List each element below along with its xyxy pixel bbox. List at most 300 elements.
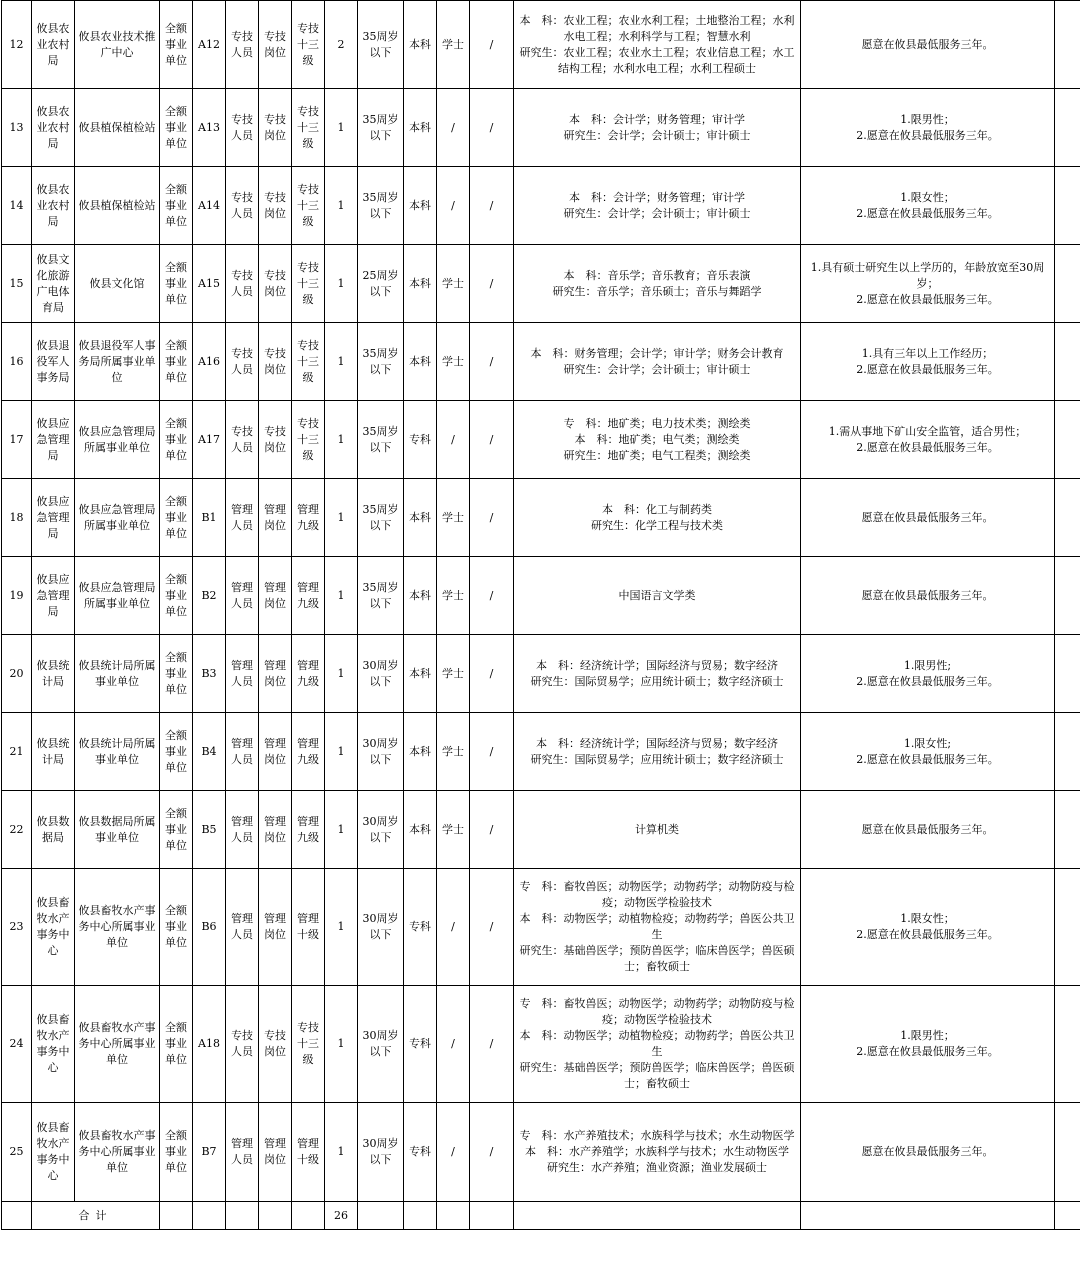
age-limit-cell: 30周岁以下: [358, 713, 404, 791]
blank-cell: [1055, 401, 1080, 479]
major-cell-line: 本 科：化工与制药类: [602, 502, 712, 516]
headcount-cell: 1: [325, 89, 358, 167]
degree-cell: 学士: [437, 245, 470, 323]
education-cell: 本科: [404, 713, 437, 791]
age-limit-cell: 30周岁以下: [358, 986, 404, 1103]
total-row: [2, 1202, 1080, 1230]
other-requirement-cell: /: [470, 635, 514, 713]
funding-type-cell: 全额事业单位: [160, 401, 193, 479]
degree-cell: 学士: [437, 791, 470, 869]
other-requirement-cell: /: [470, 1103, 514, 1202]
funding-type-cell: 全额事业单位: [160, 635, 193, 713]
post-level-cell: 管理十级: [292, 869, 325, 986]
major-cell-line: 本 科：水产养殖学；水族科学与技术；水生动物医学: [525, 1145, 789, 1158]
row-number-cell: 22: [2, 791, 32, 869]
row-number-cell: 16: [2, 323, 32, 401]
major-cell-line: 本 科：音乐学；音乐教育；音乐表演: [563, 268, 751, 282]
education-cell: 本科: [404, 557, 437, 635]
post-type-cell: 专技岗位: [259, 167, 292, 245]
post-code-cell: A17: [193, 401, 226, 479]
major-cell-line: 研究生：音乐学；音乐硕士；音乐与舞蹈学: [552, 284, 762, 298]
staff-category-cell: 专技人员: [226, 89, 259, 167]
age-limit-cell: 30周岁以下: [358, 1103, 404, 1202]
blank-cell: [1055, 713, 1080, 791]
education-cell: 专科: [404, 869, 437, 986]
remark-cell-line: 愿意在攸县最低服务三年。: [861, 37, 994, 51]
major-cell-line: 研究生：农业工程；农业水土工程；农业信息工程；水工结构工程；水利水电工程；水利工程硕士: [519, 45, 795, 75]
unit-cell: 攸县畜牧水产事务中心所属事业单位: [75, 1103, 160, 1202]
degree-cell: /: [437, 167, 470, 245]
post-type-cell: 专技岗位: [259, 323, 292, 401]
age-limit-cell: 35周岁以下: [358, 1, 404, 89]
remark-cell-line: 2.愿意在攸县最低服务三年。: [856, 674, 999, 688]
major-cell: [514, 1103, 801, 1202]
other-requirement-cell: /: [470, 245, 514, 323]
major-cell-line: 本 科：经济统计学；国际经济与贸易；数字经济: [536, 658, 778, 672]
remark-cell-line: 1.具有硕士研究生以上学历的，年龄放宽至30周岁；: [810, 260, 1045, 290]
staff-category-cell: 管理人员: [226, 1103, 259, 1202]
major-cell-line: 专 科：畜牧兽医；动物医学；动物药学；动物防疫与检疫；动物医学检验技术: [519, 880, 795, 909]
post-type-cell: 管理岗位: [259, 791, 292, 869]
remark-cell-line: 1.限女性；: [900, 190, 955, 204]
headcount-cell: 1: [325, 791, 358, 869]
department-cell: 攸县退役军人事务局: [32, 323, 75, 401]
degree-cell: 学士: [437, 557, 470, 635]
blank-cell: [1055, 791, 1080, 869]
degree-cell: 学士: [437, 713, 470, 791]
unit-cell: 攸县统计局所属事业单位: [75, 713, 160, 791]
unit-cell: 攸县退役军人事务局所属事业单位: [75, 323, 160, 401]
row-number-cell: 15: [2, 245, 32, 323]
other-requirement-cell: /: [470, 557, 514, 635]
major-cell: [514, 479, 801, 557]
funding-type-cell: 全额事业单位: [160, 986, 193, 1103]
funding-type-cell: 全额事业单位: [160, 323, 193, 401]
major-cell: [514, 986, 801, 1103]
age-limit-cell: 35周岁以下: [358, 89, 404, 167]
headcount-cell: 2: [325, 1, 358, 89]
major-cell-line: 研究生：国际贸易学；应用统计硕士；数字经济硕士: [530, 752, 784, 766]
funding-type-cell: 全额事业单位: [160, 713, 193, 791]
department-cell: 攸县应急管理局: [32, 557, 75, 635]
post-code-cell: A14: [193, 167, 226, 245]
department-cell: 攸县数据局: [32, 791, 75, 869]
post-code-cell: A13: [193, 89, 226, 167]
post-code-cell: B4: [193, 713, 226, 791]
blank-cell: [1055, 557, 1080, 635]
education-cell: 专科: [404, 1103, 437, 1202]
remark-cell: [801, 869, 1055, 986]
remark-cell-line: 2.愿意在攸县最低服务三年。: [856, 362, 999, 376]
row-number-cell: 24: [2, 986, 32, 1103]
row-number-cell: 20: [2, 635, 32, 713]
remark-cell-line: 2.愿意在攸县最低服务三年。: [856, 128, 999, 142]
post-type-cell: 管理岗位: [259, 635, 292, 713]
table-row: [2, 791, 1080, 869]
blank-cell: [470, 1202, 514, 1230]
major-cell-line: 研究生：基础兽医学；预防兽医学；临床兽医学；兽医硕士；畜牧硕士: [519, 1061, 795, 1090]
remark-cell-line: 2.愿意在攸县最低服务三年。: [856, 292, 999, 306]
remark-cell: [801, 1103, 1055, 1202]
unit-cell: 攸县畜牧水产事务中心所属事业单位: [75, 986, 160, 1103]
major-cell-line: 本 科：动物医学；动植物检疫；动物药学；兽医公共卫生: [519, 1029, 795, 1058]
blank-cell: [160, 1202, 193, 1230]
remark-cell-line: 1.限男性；: [900, 1029, 955, 1042]
age-limit-cell: 35周岁以下: [358, 323, 404, 401]
unit-cell: 攸县应急管理局所属事业单位: [75, 557, 160, 635]
other-requirement-cell: /: [470, 323, 514, 401]
post-code-cell: B3: [193, 635, 226, 713]
table-row: [2, 713, 1080, 791]
headcount-cell: 1: [325, 986, 358, 1103]
major-cell-line: 本 科：经济统计学；国际经济与贸易；数字经济: [536, 736, 778, 750]
blank-cell: [226, 1202, 259, 1230]
post-level-cell: 专技十三级: [292, 401, 325, 479]
major-cell-line: 本 科：会计学；财务管理；审计学: [569, 190, 745, 204]
major-cell: [514, 401, 801, 479]
education-cell: 本科: [404, 245, 437, 323]
education-cell: 本科: [404, 479, 437, 557]
post-level-cell: 专技十三级: [292, 986, 325, 1103]
funding-type-cell: 全额事业单位: [160, 245, 193, 323]
remark-cell-line: 2.愿意在攸县最低服务三年。: [856, 206, 999, 220]
major-cell: [514, 89, 801, 167]
staff-category-cell: 管理人员: [226, 557, 259, 635]
recruitment-table: [1, 0, 1080, 1230]
row-number-cell: 13: [2, 89, 32, 167]
remark-cell: [801, 713, 1055, 791]
major-cell: [514, 635, 801, 713]
unit-cell: 攸县应急管理局所属事业单位: [75, 479, 160, 557]
row-number-cell: 23: [2, 869, 32, 986]
row-number-cell: 25: [2, 1103, 32, 1202]
major-cell-line: 本 科：会计学；财务管理；审计学: [569, 112, 745, 126]
major-cell-line: 本 科：地矿类；电气类；测绘类: [574, 432, 740, 446]
remark-cell-line: 2.愿意在攸县最低服务三年。: [856, 928, 999, 941]
other-requirement-cell: /: [470, 1, 514, 89]
post-level-cell: 管理九级: [292, 635, 325, 713]
blank-cell: [1055, 1202, 1080, 1230]
blank-cell: [437, 1202, 470, 1230]
post-code-cell: B7: [193, 1103, 226, 1202]
headcount-cell: 1: [325, 869, 358, 986]
age-limit-cell: 30周岁以下: [358, 791, 404, 869]
row-number-cell: 21: [2, 713, 32, 791]
headcount-cell: 1: [325, 1103, 358, 1202]
blank-cell: [1055, 479, 1080, 557]
education-cell: 本科: [404, 89, 437, 167]
remark-cell-line: 愿意在攸县最低服务三年。: [861, 1145, 994, 1158]
table-row: [2, 89, 1080, 167]
staff-category-cell: 专技人员: [226, 167, 259, 245]
funding-type-cell: 全额事业单位: [160, 89, 193, 167]
degree-cell: /: [437, 1103, 470, 1202]
staff-category-cell: 管理人员: [226, 869, 259, 986]
post-level-cell: 管理九级: [292, 713, 325, 791]
remark-cell-line: 2.愿意在攸县最低服务三年。: [856, 752, 999, 766]
row-number-cell: 12: [2, 1, 32, 89]
major-cell-line: 研究生：基础兽医学；预防兽医学；临床兽医学；兽医硕士；畜牧硕士: [519, 944, 795, 973]
major-cell: [514, 1, 801, 89]
education-cell: 专科: [404, 401, 437, 479]
remark-cell: [801, 167, 1055, 245]
post-code-cell: B6: [193, 869, 226, 986]
table-row: [2, 479, 1080, 557]
blank-cell: [1055, 1103, 1080, 1202]
post-type-cell: 专技岗位: [259, 401, 292, 479]
row-number-cell: 19: [2, 557, 32, 635]
post-type-cell: 管理岗位: [259, 713, 292, 791]
table-row: [2, 986, 1080, 1103]
post-type-cell: 管理岗位: [259, 869, 292, 986]
funding-type-cell: 全额事业单位: [160, 167, 193, 245]
age-limit-cell: 30周岁以下: [358, 869, 404, 986]
unit-cell: 攸县畜牧水产事务中心所属事业单位: [75, 869, 160, 986]
degree-cell: 学士: [437, 635, 470, 713]
department-cell: 攸县统计局: [32, 713, 75, 791]
table-row: [2, 1, 1080, 89]
remark-cell-line: 1.具有三年以上工作经历；: [861, 346, 994, 360]
remark-cell-line: 愿意在攸县最低服务三年。: [861, 822, 994, 836]
department-cell: 攸县畜牧水产事务中心: [32, 1103, 75, 1202]
blank-cell: [514, 1202, 801, 1230]
staff-category-cell: 专技人员: [226, 986, 259, 1103]
major-cell-line: 专 科：畜牧兽医；动物医学；动物药学；动物防疫与检疫；动物医学检验技术: [519, 997, 795, 1026]
blank-cell: [193, 1202, 226, 1230]
blank-cell: [1055, 986, 1080, 1103]
remark-cell-line: 1.限男性;: [903, 658, 952, 672]
post-level-cell: 管理十级: [292, 1103, 325, 1202]
major-cell: [514, 245, 801, 323]
remark-cell: [801, 89, 1055, 167]
degree-cell: 学士: [437, 479, 470, 557]
major-cell: [514, 869, 801, 986]
blank-cell: [358, 1202, 404, 1230]
table-body: [2, 1, 1080, 1230]
headcount-cell: 1: [325, 401, 358, 479]
post-level-cell: 专技十三级: [292, 89, 325, 167]
funding-type-cell: 全额事业单位: [160, 479, 193, 557]
unit-cell: 攸县应急管理局所属事业单位: [75, 401, 160, 479]
table-row: [2, 1103, 1080, 1202]
education-cell: 本科: [404, 323, 437, 401]
headcount-cell: 1: [325, 635, 358, 713]
table-row: [2, 167, 1080, 245]
blank-cell: [292, 1202, 325, 1230]
major-cell-line: 本 科：财务管理；会计学；审计学；财务会计教育: [530, 346, 784, 360]
remark-cell: [801, 1, 1055, 89]
post-level-cell: 管理九级: [292, 557, 325, 635]
department-cell: 攸县统计局: [32, 635, 75, 713]
remark-cell-line: 1.限女性;: [903, 736, 952, 750]
degree-cell: 学士: [437, 323, 470, 401]
row-number-cell: 14: [2, 167, 32, 245]
funding-type-cell: 全额事业单位: [160, 1103, 193, 1202]
major-cell-line: 研究生：水产养殖；渔业资源；渔业发展硕士: [547, 1161, 767, 1174]
education-cell: 专科: [404, 986, 437, 1103]
remark-cell: [801, 479, 1055, 557]
major-cell-line: 专 科：水产养殖技术；水族科学与技术；水生动物医学: [519, 1129, 795, 1142]
staff-category-cell: 专技人员: [226, 245, 259, 323]
unit-cell: 攸县数据局所属事业单位: [75, 791, 160, 869]
blank-cell: [1055, 323, 1080, 401]
major-cell: [514, 167, 801, 245]
post-code-cell: B5: [193, 791, 226, 869]
other-requirement-cell: /: [470, 479, 514, 557]
degree-cell: /: [437, 869, 470, 986]
department-cell: 攸县畜牧水产事务中心: [32, 986, 75, 1103]
major-cell-line: 计算机类: [635, 822, 679, 836]
remark-cell: [801, 791, 1055, 869]
remark-cell: [801, 986, 1055, 1103]
blank-cell: [1055, 245, 1080, 323]
table-row: [2, 401, 1080, 479]
department-cell: 攸县畜牧水产事务中心: [32, 869, 75, 986]
major-cell: [514, 557, 801, 635]
department-cell: 攸县农业农村局: [32, 1, 75, 89]
remark-cell: [801, 401, 1055, 479]
post-level-cell: 管理九级: [292, 479, 325, 557]
post-type-cell: 专技岗位: [259, 89, 292, 167]
remark-cell: [801, 323, 1055, 401]
other-requirement-cell: /: [470, 167, 514, 245]
remark-cell: [801, 635, 1055, 713]
total-headcount: 26: [325, 1202, 358, 1230]
major-cell-line: 研究生：会计学；会计硕士；审计硕士: [563, 206, 751, 220]
headcount-cell: 1: [325, 713, 358, 791]
age-limit-cell: 35周岁以下: [358, 479, 404, 557]
row-number-cell: 18: [2, 479, 32, 557]
blank-cell: [1055, 635, 1080, 713]
department-cell: 攸县农业农村局: [32, 89, 75, 167]
degree-cell: 学士: [437, 1, 470, 89]
major-cell: [514, 323, 801, 401]
major-cell: [514, 713, 801, 791]
staff-category-cell: 管理人员: [226, 791, 259, 869]
degree-cell: /: [437, 401, 470, 479]
table-row: [2, 869, 1080, 986]
unit-cell: 攸县文化馆: [75, 245, 160, 323]
unit-cell: 攸县统计局所属事业单位: [75, 635, 160, 713]
post-code-cell: A12: [193, 1, 226, 89]
other-requirement-cell: /: [470, 791, 514, 869]
other-requirement-cell: /: [470, 401, 514, 479]
unit-cell: 攸县植保植检站: [75, 89, 160, 167]
education-cell: 本科: [404, 1, 437, 89]
headcount-cell: 1: [325, 167, 358, 245]
post-type-cell: 专技岗位: [259, 986, 292, 1103]
post-code-cell: A15: [193, 245, 226, 323]
major-cell-line: 专 科：地矿类；电力技术类；测绘类: [563, 416, 751, 430]
age-limit-cell: 35周岁以下: [358, 167, 404, 245]
education-cell: 本科: [404, 167, 437, 245]
remark-cell-line: 愿意在攸县最低服务三年。: [861, 588, 994, 602]
other-requirement-cell: /: [470, 713, 514, 791]
department-cell: 攸县农业农村局: [32, 167, 75, 245]
post-level-cell: 专技十三级: [292, 167, 325, 245]
staff-category-cell: 管理人员: [226, 635, 259, 713]
blank-cell: [1055, 167, 1080, 245]
staff-category-cell: 专技人员: [226, 323, 259, 401]
table-row: [2, 245, 1080, 323]
other-requirement-cell: /: [470, 89, 514, 167]
headcount-cell: 1: [325, 245, 358, 323]
blank-cell: [801, 1202, 1055, 1230]
other-requirement-cell: /: [470, 986, 514, 1103]
department-cell: 攸县应急管理局: [32, 479, 75, 557]
age-limit-cell: 35周岁以下: [358, 557, 404, 635]
major-cell-line: 研究生：国际贸易学；应用统计硕士；数字经济硕士: [530, 674, 784, 688]
table-row: [2, 635, 1080, 713]
headcount-cell: 1: [325, 323, 358, 401]
post-level-cell: 专技十三级: [292, 323, 325, 401]
staff-category-cell: 管理人员: [226, 713, 259, 791]
post-type-cell: 管理岗位: [259, 479, 292, 557]
remark-cell: [801, 245, 1055, 323]
funding-type-cell: 全额事业单位: [160, 1, 193, 89]
post-type-cell: 专技岗位: [259, 245, 292, 323]
post-level-cell: 专技十三级: [292, 245, 325, 323]
blank-cell: [404, 1202, 437, 1230]
post-type-cell: 管理岗位: [259, 557, 292, 635]
major-cell-line: 研究生：地矿类；电气工程类；测绘类: [563, 448, 751, 462]
funding-type-cell: 全额事业单位: [160, 869, 193, 986]
department-cell: 攸县应急管理局: [32, 401, 75, 479]
major-cell-line: 研究生：会计学；会计硕士；审计硕士: [563, 128, 751, 142]
table-row: [2, 557, 1080, 635]
major-cell-line: 本 科：动物医学；动植物检疫；动物药学；兽医公共卫生: [519, 912, 795, 941]
major-cell-line: 研究生：化学工程与技术类: [591, 518, 723, 532]
total-label: 合计: [32, 1202, 160, 1230]
unit-cell: 攸县植保植检站: [75, 167, 160, 245]
blank-cell: [2, 1202, 32, 1230]
staff-category-cell: 专技人员: [226, 401, 259, 479]
funding-type-cell: 全额事业单位: [160, 791, 193, 869]
post-type-cell: 管理岗位: [259, 1103, 292, 1202]
post-level-cell: 专技十三级: [292, 1, 325, 89]
post-code-cell: A18: [193, 986, 226, 1103]
major-cell-line: 中国语言文学类: [618, 588, 696, 602]
remark-cell-line: 1.限男性；: [900, 112, 955, 126]
blank-cell: [1055, 89, 1080, 167]
blank-cell: [259, 1202, 292, 1230]
age-limit-cell: 25周岁以下: [358, 245, 404, 323]
blank-cell: [1055, 1, 1080, 89]
headcount-cell: 1: [325, 479, 358, 557]
remark-cell-line: 2.愿意在攸县最低服务三年。: [856, 440, 999, 454]
remark-cell-line: 1.需从事地下矿山安全监管，适合男性；: [828, 424, 1027, 438]
blank-cell: [1055, 869, 1080, 986]
post-level-cell: 管理九级: [292, 791, 325, 869]
age-limit-cell: 30周岁以下: [358, 635, 404, 713]
remark-cell-line: 1.限女性；: [900, 912, 955, 925]
post-code-cell: B2: [193, 557, 226, 635]
major-cell: [514, 791, 801, 869]
funding-type-cell: 全额事业单位: [160, 557, 193, 635]
education-cell: 本科: [404, 635, 437, 713]
other-requirement-cell: /: [470, 869, 514, 986]
department-cell: 攸县文化旅游广电体育局: [32, 245, 75, 323]
staff-category-cell: 专技人员: [226, 1, 259, 89]
age-limit-cell: 35周岁以下: [358, 401, 404, 479]
headcount-cell: 1: [325, 557, 358, 635]
remark-cell: [801, 557, 1055, 635]
remark-cell-line: 2.愿意在攸县最低服务三年。: [856, 1045, 999, 1058]
major-cell-line: 本 科：农业工程；农业水利工程；土地整治工程；水利水电工程；水利科学与工程；智慧水利: [519, 13, 795, 43]
post-type-cell: 专技岗位: [259, 1, 292, 89]
degree-cell: /: [437, 986, 470, 1103]
degree-cell: /: [437, 89, 470, 167]
